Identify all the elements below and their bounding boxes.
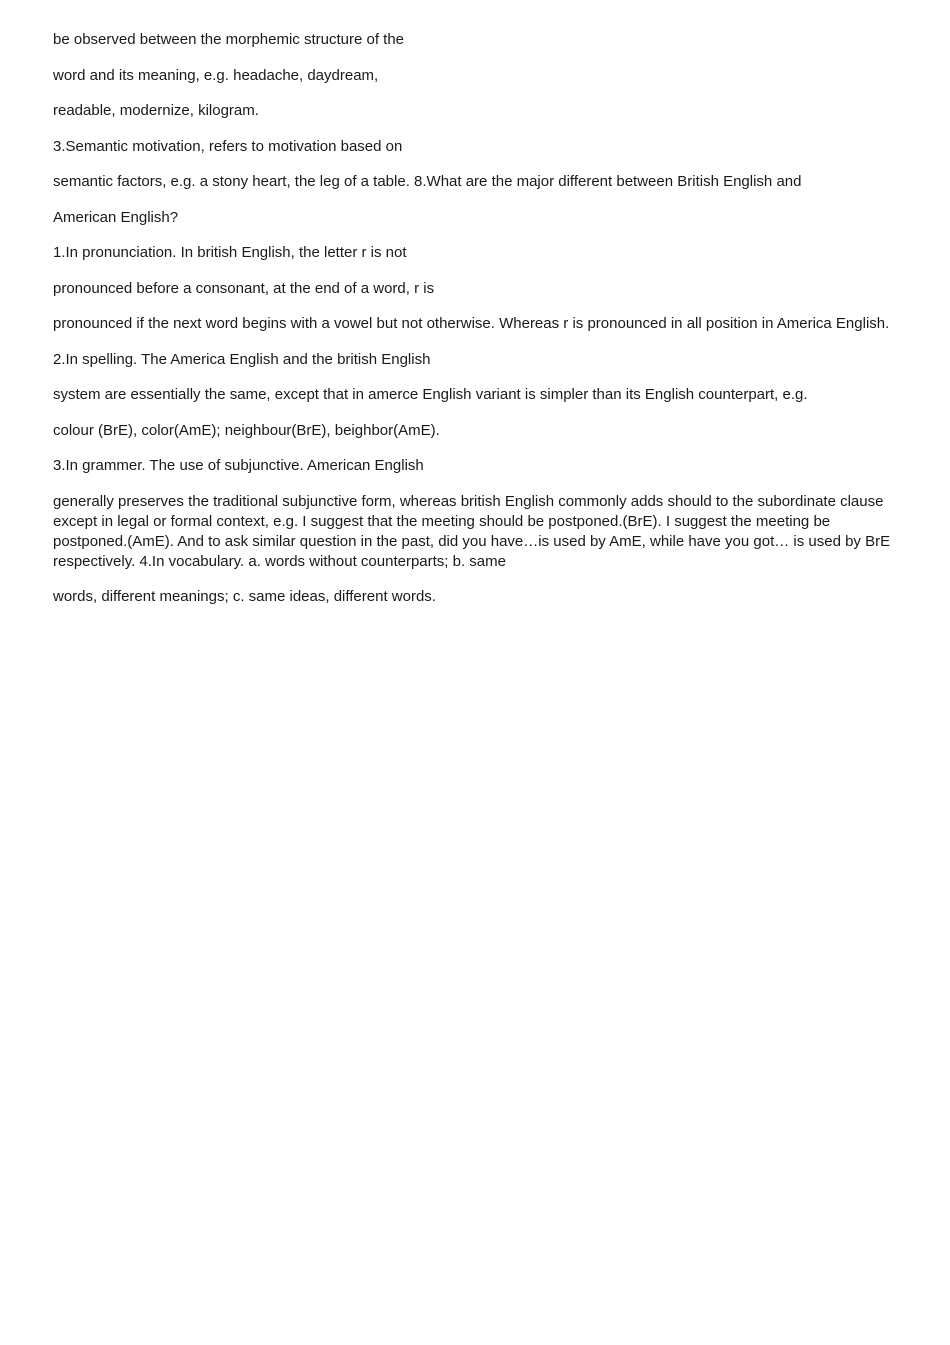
paragraph: 3.In grammer. The use of subjunctive. American English [53,457,424,474]
paragraph: pronounced before a consonant, at the end of a word, r is [53,279,435,297]
document-body [53,30,903,623]
paragraph: colour (BrE), color(AmE); neighbour(BrE), beighbor(AmE). [53,421,440,439]
paragraph: 1.In pronunciation. In british English, the letter r is not [53,244,407,261]
paragraph: generally preserves the traditional subjunctive form, whereas british English commonly adds should to the subordinate clause except in legal or formal context, e.g. I suggest that the meeting should be postponed.(BrE). I suggest the meeting be postponed.(AmE). And to ask similar question in the past, did you have…is used by AmE, while have you got… is used by BrE respectively. 4.In vocabulary. a. words without counterparts; b. same [53,492,891,570]
paragraph: words, different meanings; c. same ideas, different words. [53,588,436,605]
paragraph: be observed between the morphemic structure of the [53,31,405,48]
paragraph: American English? [53,208,179,226]
paragraph: readable, modernize, kilogram. [53,102,259,119]
paragraph: pronounced if the next word begins with a vowel but not otherwise. Whereas r is pronounced in all position in America English. [53,315,890,332]
paragraph: semantic factors, e.g. a stony heart, the leg of a table. 8.What are the major different between British English and [53,173,802,190]
paragraph: 2.In spelling. The America English and the british English [53,350,431,368]
paragraph: system are essentially the same, except that in amerce English variant is simpler than its English counterpart, e.g. [53,386,808,403]
paragraph: word and its meaning, e.g. headache, daydream, [53,66,379,84]
paragraph: 3.Semantic motivation, refers to motivation based on [53,137,403,155]
